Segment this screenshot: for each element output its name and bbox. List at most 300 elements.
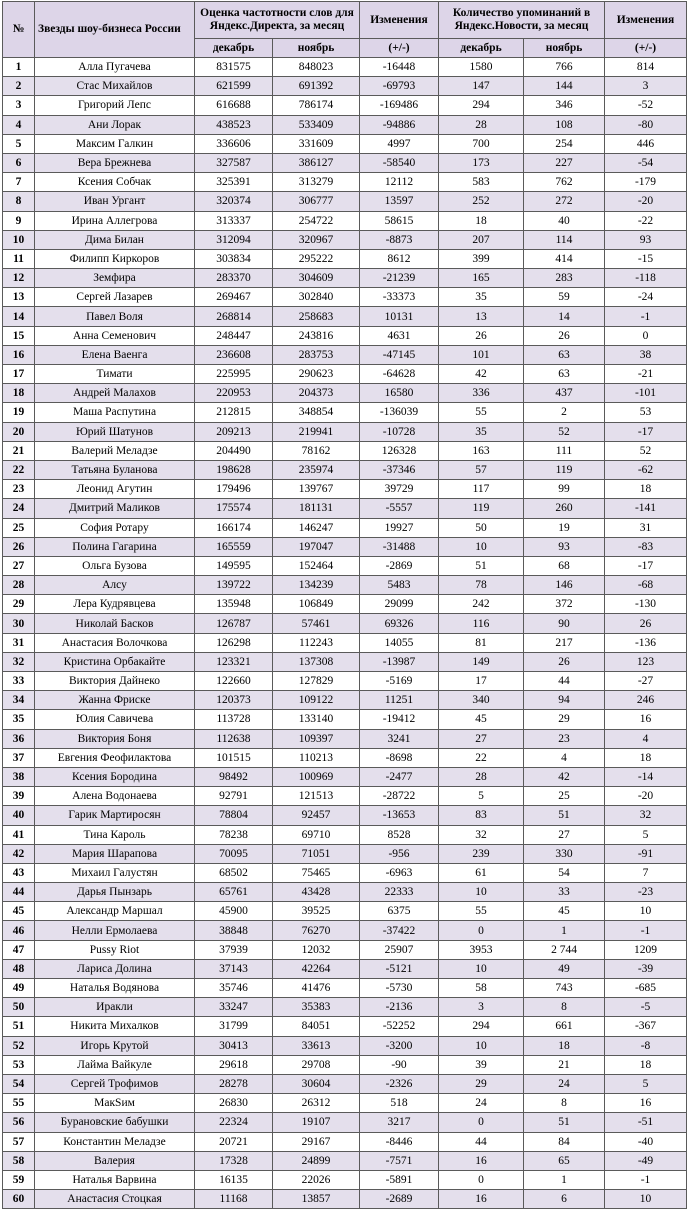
row-number-cell: 9 [3,211,35,230]
direct-change-cell: 126328 [360,441,439,460]
news-november-cell: 29 [524,710,605,729]
row-number-cell: 38 [3,767,35,786]
direct-change-cell: 518 [360,1094,439,1113]
news-december-cell: 39 [439,1055,524,1074]
direct-december-cell: 212815 [195,403,273,422]
direct-december-cell: 135948 [195,595,273,614]
direct-december-cell: 98492 [195,767,273,786]
direct-november-cell: 78162 [273,441,360,460]
news-november-cell: 54 [524,863,605,882]
news-december-cell: 44 [439,1132,524,1151]
direct-change-cell: -2136 [360,998,439,1017]
star-name-cell: Дарья Пынзарь [35,883,195,902]
star-name-cell: Мария Шарапова [35,844,195,863]
direct-change-cell: -52252 [360,1017,439,1036]
table-row [3,499,687,518]
direct-change-cell: -956 [360,844,439,863]
table-row [3,806,687,825]
news-december-cell: 29 [439,1074,524,1093]
direct-november-cell: 181131 [273,499,360,518]
direct-november-cell: 283753 [273,345,360,364]
star-name-cell: Леонид Агутин [35,480,195,499]
direct-november-cell: 848023 [273,58,360,77]
row-number-cell: 7 [3,173,35,192]
direct-change-cell: -37346 [360,460,439,479]
news-change-cell: 5 [605,825,687,844]
news-november-cell: 18 [524,1036,605,1055]
direct-december-cell: 38848 [195,921,273,940]
table-row [3,767,687,786]
direct-november-cell: 39525 [273,902,360,921]
table-row [3,652,687,671]
direct-november-cell: 386127 [273,153,360,172]
direct-november-cell: 134239 [273,576,360,595]
news-december-cell: 28 [439,767,524,786]
direct-change-cell: 8612 [360,249,439,268]
row-number-cell: 35 [3,710,35,729]
row-number-cell: 3 [3,96,35,115]
direct-november-cell: 69710 [273,825,360,844]
news-november-cell: 63 [524,365,605,384]
direct-change-cell: -19412 [360,710,439,729]
star-name-cell: Ксения Бородина [35,767,195,786]
star-name-cell: Гарик Мартиросян [35,806,195,825]
direct-change-cell: 14055 [360,633,439,652]
table-row [3,979,687,998]
news-change-cell: -136 [605,633,687,652]
direct-november-cell: 235974 [273,460,360,479]
direct-december-cell: 101515 [195,748,273,767]
row-number-cell: 50 [3,998,35,1017]
table-row [3,460,687,479]
star-name-cell: Николай Басков [35,614,195,633]
table-row [3,1190,687,1209]
row-number-cell: 17 [3,365,35,384]
header-name: Звезды шоу-бизнеса России [35,2,195,58]
news-november-cell: 59 [524,288,605,307]
table-row [3,134,687,153]
row-number-cell: 48 [3,959,35,978]
table-row [3,940,687,959]
table-row [3,1151,687,1170]
news-december-cell: 45 [439,710,524,729]
direct-november-cell: 76270 [273,921,360,940]
news-change-cell: -20 [605,787,687,806]
direct-november-cell: 139767 [273,480,360,499]
table-row [3,1074,687,1093]
direct-change-cell: -8873 [360,230,439,249]
direct-change-cell: -10728 [360,422,439,441]
news-change-cell: -5 [605,998,687,1017]
news-change-cell: -101 [605,384,687,403]
news-december-cell: 61 [439,863,524,882]
table-row [3,307,687,326]
direct-december-cell: 78804 [195,806,273,825]
news-december-cell: 147 [439,77,524,96]
direct-change-cell: 4997 [360,134,439,153]
direct-change-cell: -5121 [360,959,439,978]
news-november-cell: 346 [524,96,605,115]
row-number-cell: 55 [3,1094,35,1113]
direct-change-cell: -16448 [360,58,439,77]
direct-november-cell: 106849 [273,595,360,614]
direct-change-cell: -169486 [360,96,439,115]
direct-change-cell: -2689 [360,1190,439,1209]
row-number-cell: 11 [3,249,35,268]
news-change-cell: 7 [605,863,687,882]
direct-change-cell: -6963 [360,863,439,882]
direct-change-cell: 4631 [360,326,439,345]
direct-december-cell: 70095 [195,844,273,863]
star-name-cell: Юлия Савичева [35,710,195,729]
news-december-cell: 51 [439,556,524,575]
news-november-cell: 2 [524,403,605,422]
star-name-cell: Стас Михайлов [35,77,195,96]
star-name-cell: Елена Ваенга [35,345,195,364]
news-change-cell: 52 [605,441,687,460]
direct-november-cell: 92457 [273,806,360,825]
news-change-cell: 18 [605,748,687,767]
direct-change-cell: 10131 [360,307,439,326]
news-november-cell: 227 [524,153,605,172]
star-name-cell: Сергей Лазарев [35,288,195,307]
star-name-cell: Константин Меладзе [35,1132,195,1151]
news-change-cell: -179 [605,173,687,192]
table-row [3,902,687,921]
star-name-cell: Кристина Орбакайте [35,652,195,671]
news-december-cell: 336 [439,384,524,403]
news-december-cell: 16 [439,1190,524,1209]
direct-november-cell: 121513 [273,787,360,806]
direct-november-cell: 24899 [273,1151,360,1170]
news-change-cell: 26 [605,614,687,633]
star-name-cell: Павел Воля [35,307,195,326]
direct-november-cell: 254722 [273,211,360,230]
direct-change-cell: -90 [360,1055,439,1074]
news-november-cell: 94 [524,691,605,710]
direct-november-cell: 152464 [273,556,360,575]
news-december-cell: 207 [439,230,524,249]
direct-december-cell: 179496 [195,480,273,499]
direct-december-cell: 236608 [195,345,273,364]
news-change-cell: 1209 [605,940,687,959]
news-november-cell: 108 [524,115,605,134]
direct-december-cell: 269467 [195,288,273,307]
row-number-cell: 27 [3,556,35,575]
direct-november-cell: 22026 [273,1170,360,1189]
direct-november-cell: 219941 [273,422,360,441]
news-november-cell: 8 [524,1094,605,1113]
direct-november-cell: 29708 [273,1055,360,1074]
direct-december-cell: 621599 [195,77,273,96]
row-number-cell: 13 [3,288,35,307]
direct-december-cell: 209213 [195,422,273,441]
direct-december-cell: 123321 [195,652,273,671]
table-row [3,748,687,767]
news-november-cell: 49 [524,959,605,978]
news-november-cell: 21 [524,1055,605,1074]
news-change-cell: 31 [605,518,687,537]
direct-change-cell: -13987 [360,652,439,671]
direct-november-cell: 26312 [273,1094,360,1113]
row-number-cell: 36 [3,729,35,748]
direct-november-cell: 109397 [273,729,360,748]
news-november-cell: 743 [524,979,605,998]
direct-november-cell: 533409 [273,115,360,134]
news-change-cell: -367 [605,1017,687,1036]
news-change-cell: 0 [605,326,687,345]
row-number-cell: 21 [3,441,35,460]
news-change-cell: 32 [605,806,687,825]
star-name-cell: МакSим [35,1094,195,1113]
direct-december-cell: 303834 [195,249,273,268]
news-december-cell: 5 [439,787,524,806]
row-number-cell: 40 [3,806,35,825]
direct-december-cell: 831575 [195,58,273,77]
news-november-cell: 68 [524,556,605,575]
news-change-cell: 446 [605,134,687,153]
direct-december-cell: 26830 [195,1094,273,1113]
star-name-cell: Дмитрий Маликов [35,499,195,518]
news-november-cell: 19 [524,518,605,537]
row-number-cell: 19 [3,403,35,422]
direct-december-cell: 204490 [195,441,273,460]
direct-november-cell: 13857 [273,1190,360,1209]
row-number-cell: 33 [3,672,35,691]
news-change-cell: -14 [605,767,687,786]
direct-november-cell: 75465 [273,863,360,882]
news-november-cell: 42 [524,767,605,786]
direct-change-cell: 19927 [360,518,439,537]
table-row [3,1170,687,1189]
star-name-cell: Максим Галкин [35,134,195,153]
table-row [3,672,687,691]
table-row [3,1036,687,1055]
star-name-cell: Лайма Вайкуле [35,1055,195,1074]
direct-november-cell: 57461 [273,614,360,633]
subheader-news-november: ноябрь [524,39,605,58]
star-name-cell: Григорий Лепс [35,96,195,115]
star-name-cell: Евгения Феофилактова [35,748,195,767]
direct-november-cell: 331609 [273,134,360,153]
direct-change-cell: -58540 [360,153,439,172]
star-name-cell: Жанна Фриске [35,691,195,710]
subheader-news-plusminus: (+/-) [605,39,687,58]
row-number-cell: 58 [3,1151,35,1170]
row-number-cell: 2 [3,77,35,96]
news-november-cell: 254 [524,134,605,153]
direct-change-cell: -13653 [360,806,439,825]
direct-november-cell: 112243 [273,633,360,652]
table-row [3,96,687,115]
direct-november-cell: 204373 [273,384,360,403]
table-row [3,863,687,882]
direct-december-cell: 327587 [195,153,273,172]
row-number-cell: 56 [3,1113,35,1132]
star-name-cell: Виктория Дайнеко [35,672,195,691]
direct-change-cell: 16580 [360,384,439,403]
direct-change-cell: -2477 [360,767,439,786]
table-row [3,115,687,134]
news-change-cell: 123 [605,652,687,671]
news-november-cell: 63 [524,345,605,364]
row-number-cell: 44 [3,883,35,902]
row-number-cell: 46 [3,921,35,940]
direct-december-cell: 166174 [195,518,273,537]
header-number: № [3,2,35,58]
news-november-cell: 4 [524,748,605,767]
news-change-cell: 814 [605,58,687,77]
news-december-cell: 242 [439,595,524,614]
star-name-cell: Иван Ургант [35,192,195,211]
news-change-cell: -21 [605,365,687,384]
news-change-cell: -130 [605,595,687,614]
star-name-cell: Земфира [35,269,195,288]
table-row [3,998,687,1017]
star-name-cell: Никита Михалков [35,1017,195,1036]
news-change-cell: -118 [605,269,687,288]
news-november-cell: 26 [524,652,605,671]
news-november-cell: 146 [524,576,605,595]
header-direct: Оценка частотности слов для Яндекс.Директа, за месяц [195,2,360,39]
news-december-cell: 117 [439,480,524,499]
header-news: Количество упоминаний в Яндекс.Новости, за месяц [439,2,605,39]
row-number-cell: 31 [3,633,35,652]
direct-november-cell: 691392 [273,77,360,96]
direct-november-cell: 133140 [273,710,360,729]
news-november-cell: 45 [524,902,605,921]
direct-change-cell: -47145 [360,345,439,364]
direct-november-cell: 127829 [273,672,360,691]
news-november-cell: 51 [524,806,605,825]
direct-november-cell: 30604 [273,1074,360,1093]
news-change-cell: 246 [605,691,687,710]
direct-change-cell: -3200 [360,1036,439,1055]
direct-change-cell: -94886 [360,115,439,134]
table-row [3,192,687,211]
direct-november-cell: 100969 [273,767,360,786]
news-change-cell: -52 [605,96,687,115]
news-november-cell: 766 [524,58,605,77]
news-december-cell: 57 [439,460,524,479]
news-december-cell: 252 [439,192,524,211]
news-november-cell: 114 [524,230,605,249]
row-number-cell: 45 [3,902,35,921]
direct-november-cell: 304609 [273,269,360,288]
news-november-cell: 283 [524,269,605,288]
table-row [3,1132,687,1151]
direct-december-cell: 283370 [195,269,273,288]
news-change-cell: -51 [605,1113,687,1132]
row-number-cell: 18 [3,384,35,403]
news-november-cell: 99 [524,480,605,499]
direct-december-cell: 65761 [195,883,273,902]
table-row [3,173,687,192]
direct-december-cell: 336606 [195,134,273,153]
table-row [3,326,687,345]
news-change-cell: 4 [605,729,687,748]
table-row [3,729,687,748]
direct-december-cell: 120373 [195,691,273,710]
direct-change-cell: -2869 [360,556,439,575]
direct-december-cell: 29618 [195,1055,273,1074]
direct-december-cell: 113728 [195,710,273,729]
news-november-cell: 119 [524,460,605,479]
news-december-cell: 700 [439,134,524,153]
news-november-cell: 330 [524,844,605,863]
direct-december-cell: 16135 [195,1170,273,1189]
header-news-change: Изменения [605,2,687,39]
news-change-cell: -685 [605,979,687,998]
direct-change-cell: 39729 [360,480,439,499]
news-december-cell: 294 [439,1017,524,1036]
news-december-cell: 42 [439,365,524,384]
news-november-cell: 1 [524,921,605,940]
direct-change-cell: 69326 [360,614,439,633]
star-name-cell: Алена Водонаева [35,787,195,806]
news-november-cell: 23 [524,729,605,748]
table-row [3,691,687,710]
news-december-cell: 81 [439,633,524,652]
news-december-cell: 3 [439,998,524,1017]
news-november-cell: 65 [524,1151,605,1170]
news-november-cell: 762 [524,173,605,192]
news-november-cell: 40 [524,211,605,230]
table-row [3,249,687,268]
news-december-cell: 173 [439,153,524,172]
direct-change-cell: -31488 [360,537,439,556]
row-number-cell: 28 [3,576,35,595]
star-name-cell: Татьяна Буланова [35,460,195,479]
direct-december-cell: 28278 [195,1074,273,1093]
star-name-cell: Наталья Водянова [35,979,195,998]
direct-december-cell: 198628 [195,460,273,479]
direct-december-cell: 68502 [195,863,273,882]
news-december-cell: 163 [439,441,524,460]
direct-change-cell: 25907 [360,940,439,959]
star-name-cell: Алла Пугачева [35,58,195,77]
news-december-cell: 10 [439,959,524,978]
direct-december-cell: 17328 [195,1151,273,1170]
star-name-cell: Тимати [35,365,195,384]
direct-november-cell: 84051 [273,1017,360,1036]
news-november-cell: 51 [524,1113,605,1132]
direct-december-cell: 313337 [195,211,273,230]
row-number-cell: 32 [3,652,35,671]
news-december-cell: 399 [439,249,524,268]
direct-december-cell: 112638 [195,729,273,748]
news-november-cell: 93 [524,537,605,556]
news-december-cell: 239 [439,844,524,863]
direct-december-cell: 126787 [195,614,273,633]
direct-november-cell: 71051 [273,844,360,863]
news-change-cell: -39 [605,959,687,978]
direct-december-cell: 220953 [195,384,273,403]
direct-november-cell: 33613 [273,1036,360,1055]
direct-december-cell: 35746 [195,979,273,998]
row-number-cell: 47 [3,940,35,959]
direct-november-cell: 290623 [273,365,360,384]
star-name-cell: Вера Брежнева [35,153,195,172]
direct-december-cell: 248447 [195,326,273,345]
row-number-cell: 29 [3,595,35,614]
direct-change-cell: 6375 [360,902,439,921]
direct-change-cell: -33373 [360,288,439,307]
row-number-cell: 12 [3,269,35,288]
table-row [3,77,687,96]
row-number-cell: 52 [3,1036,35,1055]
news-december-cell: 13 [439,307,524,326]
